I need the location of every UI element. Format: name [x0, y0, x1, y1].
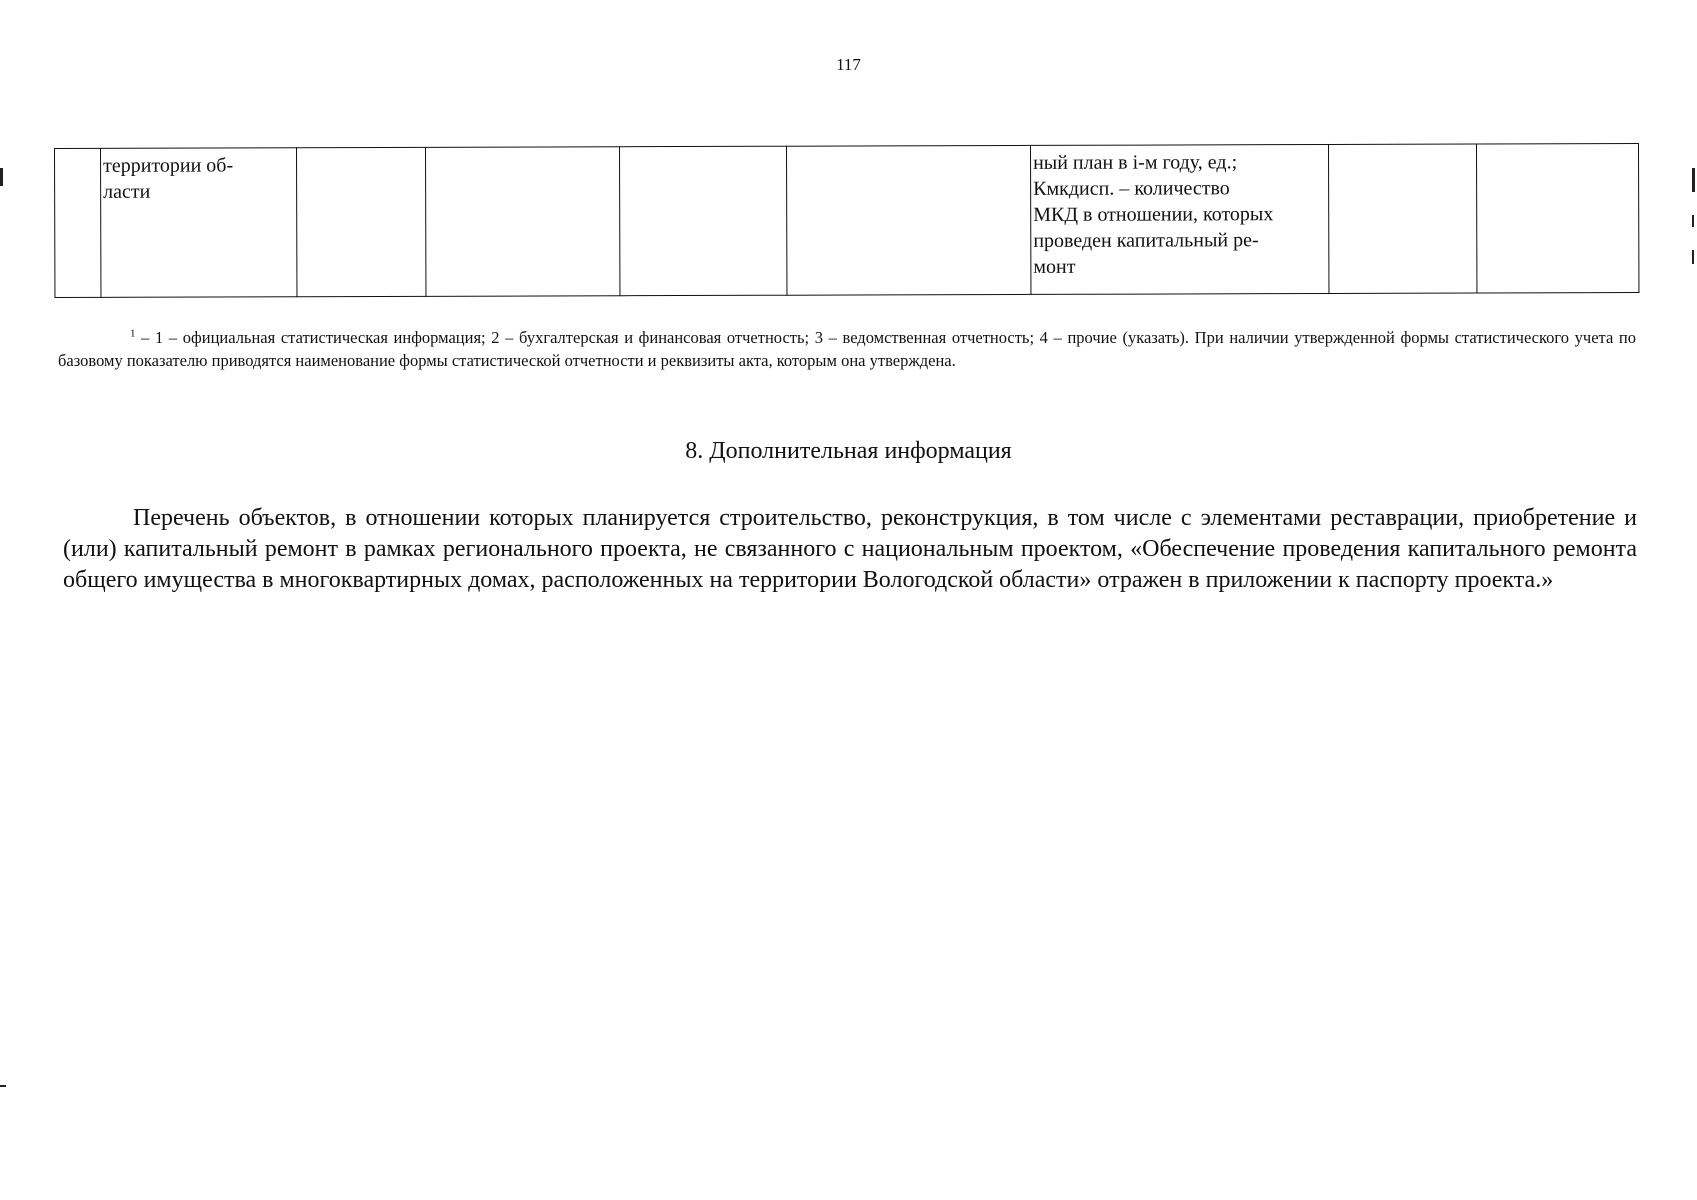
table-cell [619, 146, 786, 296]
table-cell [297, 147, 426, 296]
section-heading: 8. Дополнительная информация [685, 438, 1012, 464]
section-paragraph: Перечень объектов, в отношении которых планируется строительство, реконструкция, в том числе с элементами реставрации, приобретение и (или) капитальный ремонт в рамках регионального проекта, не связанного с национальным проектом, «Обеспечение проведения капитального ремонта общего имущества в многоквартирных домах, расположенных на территории Вологодской области» отражен в приложении к паспорту проекта.» [63, 505, 1637, 593]
table-cell [425, 147, 619, 297]
footnote-text: – 1 – официальная статистическая информация; 2 – бухгалтерская и финансовая отчетность; 3 – ведомственная отчетность; 4 – прочие (указать). При наличии утвержденной формы статистического учета по базовому показателю приводятся наименование формы статистической отчетности и реквизиты акта, которым она утверждена. [58, 328, 1636, 370]
scan-mark-right-low [1692, 250, 1694, 264]
page-number: 117 [836, 55, 861, 74]
scan-mark-right-top [1692, 168, 1695, 192]
scan-mark-left-bottom [0, 1085, 6, 1087]
table-row [55, 144, 1639, 298]
cell-text: ный план в i-м году, ед.; Кмкдисп. – количество МКД в отношении, которых проведен капитальный ре- монт [1033, 151, 1274, 278]
cell-text: территории об- ласти [103, 154, 234, 203]
table-cell-territory [101, 148, 297, 298]
footnote-marker: 1 [130, 327, 136, 340]
scan-mark-right-mid [1692, 215, 1694, 227]
table-cell-formula [1030, 144, 1328, 294]
table-cell [1328, 144, 1476, 293]
table-cell [786, 145, 1030, 295]
footnote [58, 326, 1636, 372]
indicator-table [54, 143, 1639, 298]
table-cell-number [55, 148, 101, 297]
table-cell [1476, 144, 1638, 294]
scan-mark-left-top [0, 168, 3, 186]
